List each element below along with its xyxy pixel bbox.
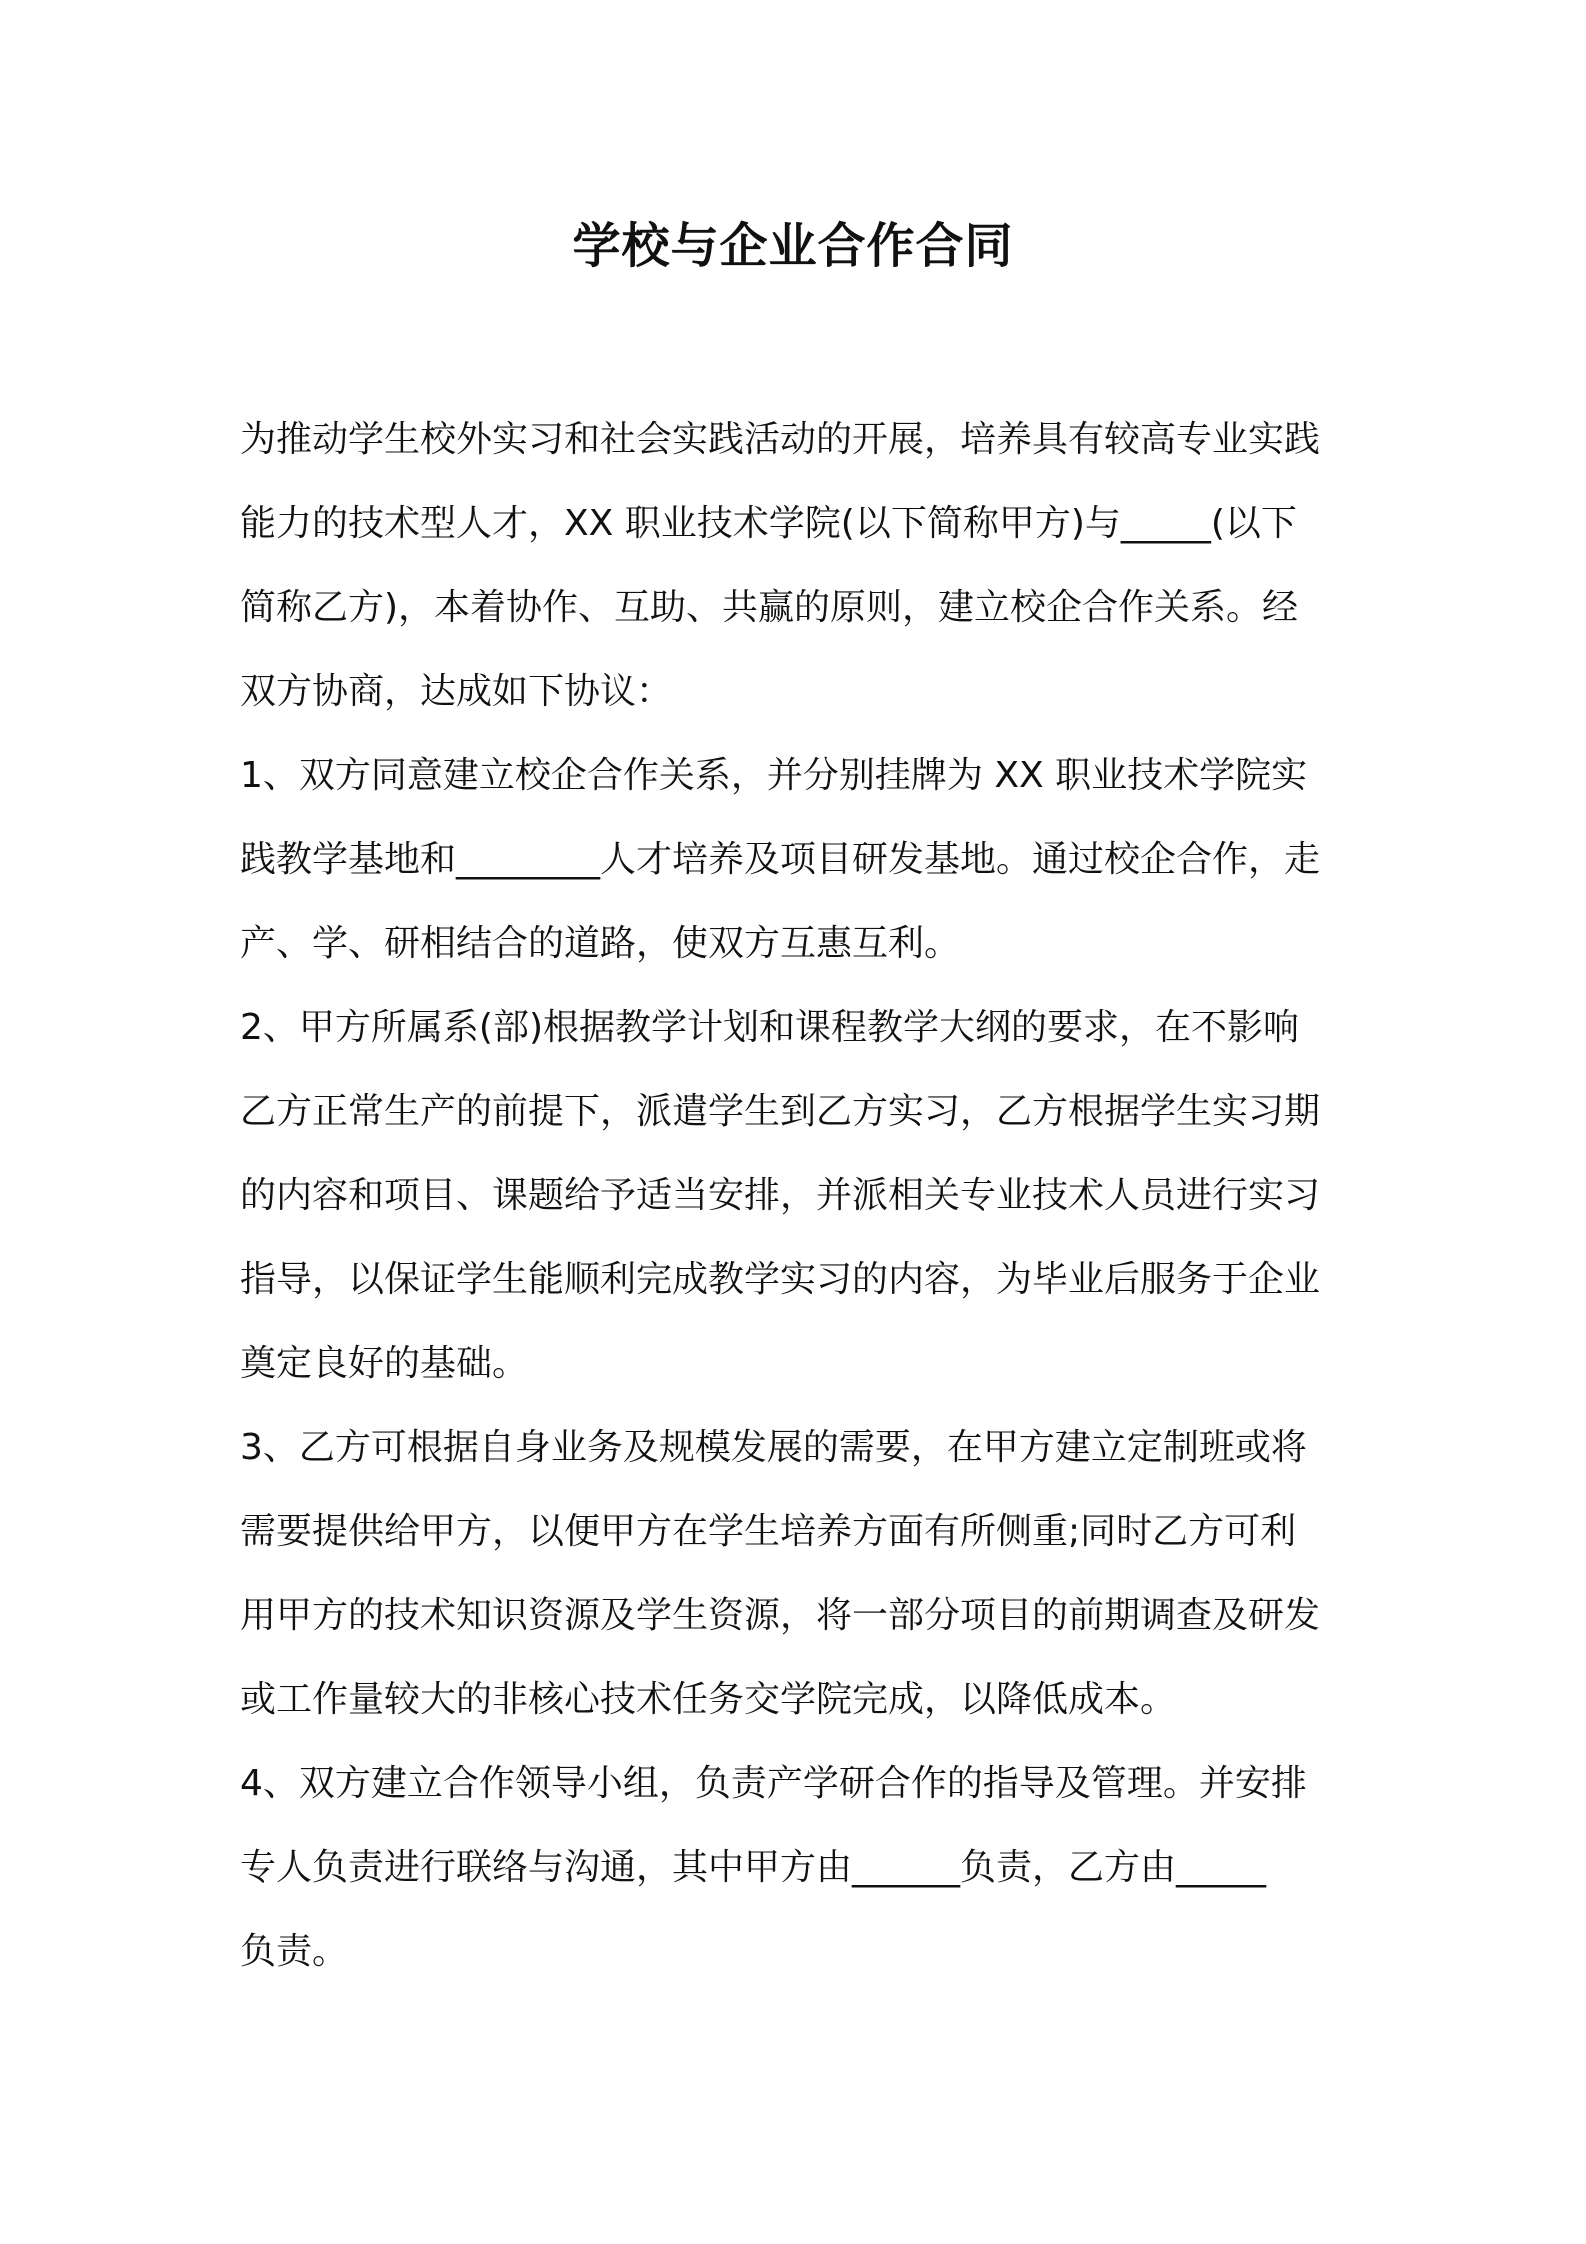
body-line: 为推动学生校外实习和社会实践活动的开展，培养具有较高专业实践 [240, 419, 1321, 460]
document-title: 学校与企业合作合同 [572, 218, 1014, 274]
body-line: 双方协商，达成如下协议： [240, 671, 673, 712]
clause-2-line: 的内容和项目、课题给予适当安排，并派相关专业技术人员进行实习 [240, 1175, 1321, 1216]
clause-3-line: 或工作量较大的非核心技术任务交学院完成，以降低成本。 [240, 1679, 1177, 1720]
clause-1-line: 践教学基地和________人才培养及项目研发基地。通过校企合作，走 [240, 839, 1321, 880]
clause-4-line: 4、双方建立合作领导小组，负责产学研合作的指导及管理。并安排 [240, 1763, 1307, 1804]
clause-2-line: 奠定良好的基础。 [240, 1343, 529, 1384]
document-body [240, 398, 1360, 1994]
clause-2-line: 乙方正常生产的前提下，派遣学生到乙方实习，乙方根据学生实习期 [240, 1091, 1321, 1132]
clause-3-line: 需要提供给甲方，以便甲方在学生培养方面有所侧重;同时乙方可利 [240, 1511, 1297, 1552]
clause-1-line: 1、双方同意建立校企合作关系，并分别挂牌为 XX 职业技术学院实 [240, 755, 1308, 796]
body-line: 能力的技术型人才，XX 职业技术学院(以下简称甲方)与_____(以下 [240, 503, 1297, 544]
clause-4-line: 负责。 [240, 1931, 349, 1972]
clause-1-line: 产、学、研相结合的道路，使双方互惠互利。 [240, 923, 961, 964]
body-line: 简称乙方)，本着协作、互助、共赢的原则，建立校企合作关系。经 [240, 587, 1299, 628]
clause-4-line: 专人负责进行联络与沟通，其中甲方由______负责，乙方由_____ [240, 1847, 1267, 1888]
clause-2-line: 2、甲方所属系(部)根据教学计划和课程教学大纲的要求，在不影响 [240, 1007, 1299, 1048]
clause-2-line: 指导，以保证学生能顺利完成教学实习的内容，为毕业后服务于企业 [240, 1259, 1321, 1300]
clause-3-line: 用甲方的技术知识资源及学生资源，将一部分项目的前期调查及研发 [240, 1595, 1321, 1636]
clause-3-line: 3、乙方可根据自身业务及规模发展的需要，在甲方建立定制班或将 [240, 1427, 1307, 1468]
